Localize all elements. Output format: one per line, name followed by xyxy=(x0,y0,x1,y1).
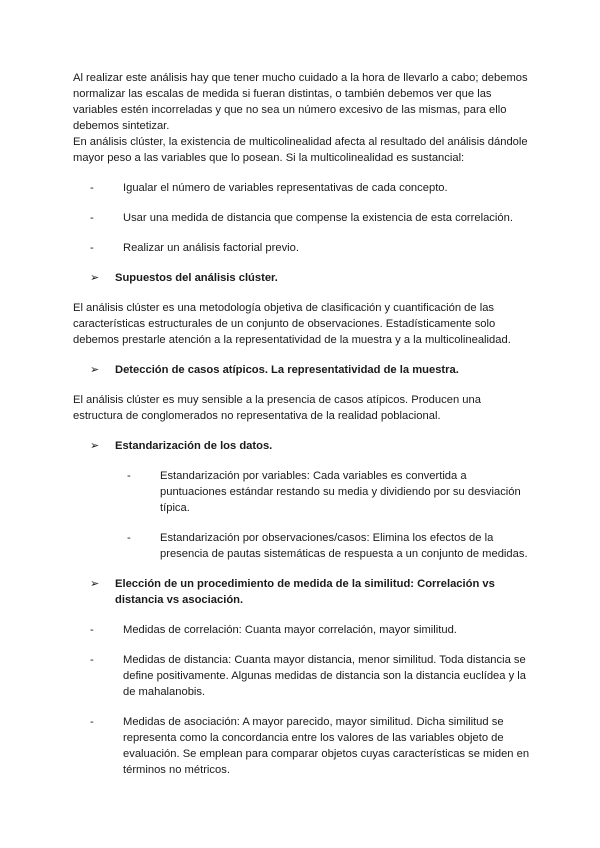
section-heading-eleccion xyxy=(73,576,533,608)
list-item-text: Igualar el número de variables representativas de cada concepto. xyxy=(123,182,448,194)
dash-bullet: - xyxy=(127,532,131,544)
intro-paragraph-1: Al realizar este análisis hay que tener mucho cuidado a la hora de llevarlo a cabo; debemos normalizar las escalas de medida si fueran distintas, o también debemos ver que las variables estén incorreladas y que no sea un número excesivo de las mismas, para ello debemos sintetizar. xyxy=(73,72,528,132)
section-heading-supuestos xyxy=(73,270,533,286)
arrow-bullet-icon: ➢ xyxy=(90,364,100,376)
intro-paragraph-2: En análisis clúster, la existencia de multicolinealidad afecta al resultado del análisis dándole mayor peso a las variables que lo posean. Si la multicolinealidad es sustancial: xyxy=(73,136,528,164)
document-page xyxy=(73,70,533,778)
list-item-text: Estandarización por observaciones/casos: Elimina los efectos de la presencia de pautas sistemáticas de respuesta a un conjunto de medidas. xyxy=(160,532,528,560)
list-item xyxy=(73,240,533,256)
section-body-supuestos: El análisis clúster es una metodología objetiva de clasificación y cuantificación de las características estructurales de un conjunto de observaciones. Estadísticamente solo debemos prestarle atención a la representatividad de la muestra y a la multicolinealidad. xyxy=(73,302,511,346)
list-item xyxy=(73,210,533,226)
list-item xyxy=(73,530,533,562)
list-item-text: Usar una medida de distancia que compense la existencia de esta correlación. xyxy=(123,212,513,224)
section-heading-estandarizacion xyxy=(73,438,533,454)
section-heading-text: Detección de casos atípicos. La representatividad de la muestra. xyxy=(115,364,459,376)
arrow-bullet-icon: ➢ xyxy=(90,272,100,284)
arrow-bullet-icon: ➢ xyxy=(90,578,100,590)
section-heading-deteccion xyxy=(73,362,533,378)
list-item xyxy=(73,180,533,196)
section-heading-text: Elección de un procedimiento de medida de la similitud: Correlación vs distancia vs asociación. xyxy=(115,578,495,606)
dash-bullet: - xyxy=(90,182,94,194)
list-item-text: Estandarización por variables: Cada variables es convertida a puntuaciones estándar restando su media y dividiendo por su desviación típica. xyxy=(160,470,521,514)
dash-bullet: - xyxy=(90,654,94,666)
list-item xyxy=(73,468,533,516)
list-item xyxy=(73,714,533,778)
dash-bullet: - xyxy=(127,470,131,482)
list-item xyxy=(73,652,533,700)
dash-bullet: - xyxy=(90,624,94,636)
list-item-text: Medidas de distancia: Cuanta mayor distancia, menor similitud. Toda distancia se define positivamente. Algunas medidas de distancia son la distancia euclídea y la de mahalanobis. xyxy=(123,654,527,698)
arrow-bullet-icon: ➢ xyxy=(90,440,100,452)
list-item-text: Medidas de correlación: Cuanta mayor correlación, mayor similitud. xyxy=(123,624,457,636)
list-item-text: Realizar un análisis factorial previo. xyxy=(123,242,299,254)
list-item xyxy=(73,622,533,638)
list-item-text: Medidas de asociación: A mayor parecido, mayor similitud. Dicha similitud se representa como la concordancia entre los valores de las variables objeto de evaluación. Se emplean para comparar objetos cuyas características se miden en términos no métricos. xyxy=(123,716,530,776)
dash-bullet: - xyxy=(90,242,94,254)
dash-bullet: - xyxy=(90,212,94,224)
section-heading-text: Supuestos del análisis clúster. xyxy=(115,272,278,284)
dash-bullet: - xyxy=(90,716,94,728)
section-body-deteccion: El análisis clúster es muy sensible a la presencia de casos atípicos. Producen una estructura de conglomerados no representativa de la realidad poblacional. xyxy=(73,394,481,422)
section-heading-text: Estandarización de los datos. xyxy=(115,440,273,452)
